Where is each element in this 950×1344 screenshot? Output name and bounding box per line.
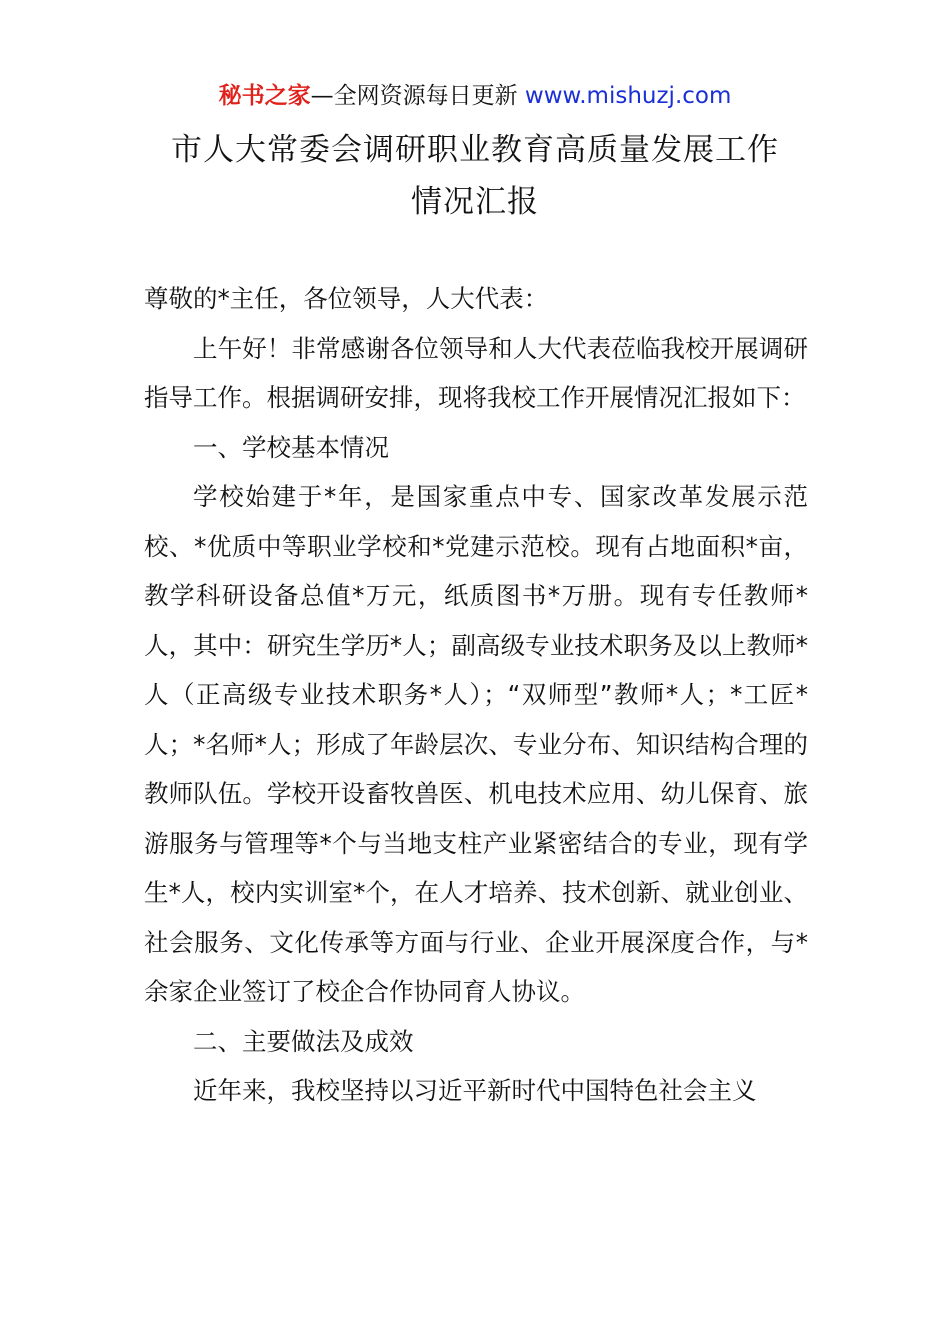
- paragraph-school-overview: 学校始建于*年，是国家重点中专、国家改革发展示范校、*优质中等职业学校和*党建示范校。现有占地面积*亩，教学科研设备总值*万元，纸质图书*万册。现有专任教师*人，其中：研究生学历*人；副高级专业技术职务及以上教师*人（正高级专业技术职务*人）；“双师型”教师*人；*工匠*人；*名师*人；形成了年龄层次、专业分布、知识结构合理的教师队伍。学校开设畜牧兽医、机电技术应用、幼儿保育、旅游服务与管理等*个与当地支柱产业紧密结合的专业，现有学生*人，校内实训室*个，在人才培养、技术创新、就业创业、社会服务、文化传承等方面与行业、企业开展深度合作，与*余家企业签订了校企合作协同育人协议。: [144, 482, 808, 1006]
- document-body: [144, 274, 808, 1116]
- salutation: 尊敬的*主任，各位领导，人大代表：: [144, 284, 549, 313]
- brand-name: 秘书之家: [218, 83, 311, 109]
- title-line-2: 情况汇报: [411, 184, 539, 220]
- title-line-1: 市人大常委会调研职业教育高质量发展工作: [171, 132, 779, 168]
- document-title: [0, 124, 950, 228]
- section-heading-2: 二、主要做法及成效: [193, 1026, 414, 1056]
- section-heading-1: 一、学校基本情况: [193, 432, 389, 462]
- paragraph-greeting: 上午好！非常感谢各位领导和人大代表莅临我校开展调研指导工作。根据调研安排，现将我校工作开展情况汇报如下：: [144, 333, 808, 412]
- banner-slogan: —全网资源每日更新: [310, 83, 525, 109]
- paragraph-practices: 近年来，我校坚持以习近平新时代中国特色社会主义: [193, 1076, 757, 1105]
- site-url-link[interactable]: www.mishuzj.com: [524, 83, 732, 109]
- site-banner: [0, 78, 950, 114]
